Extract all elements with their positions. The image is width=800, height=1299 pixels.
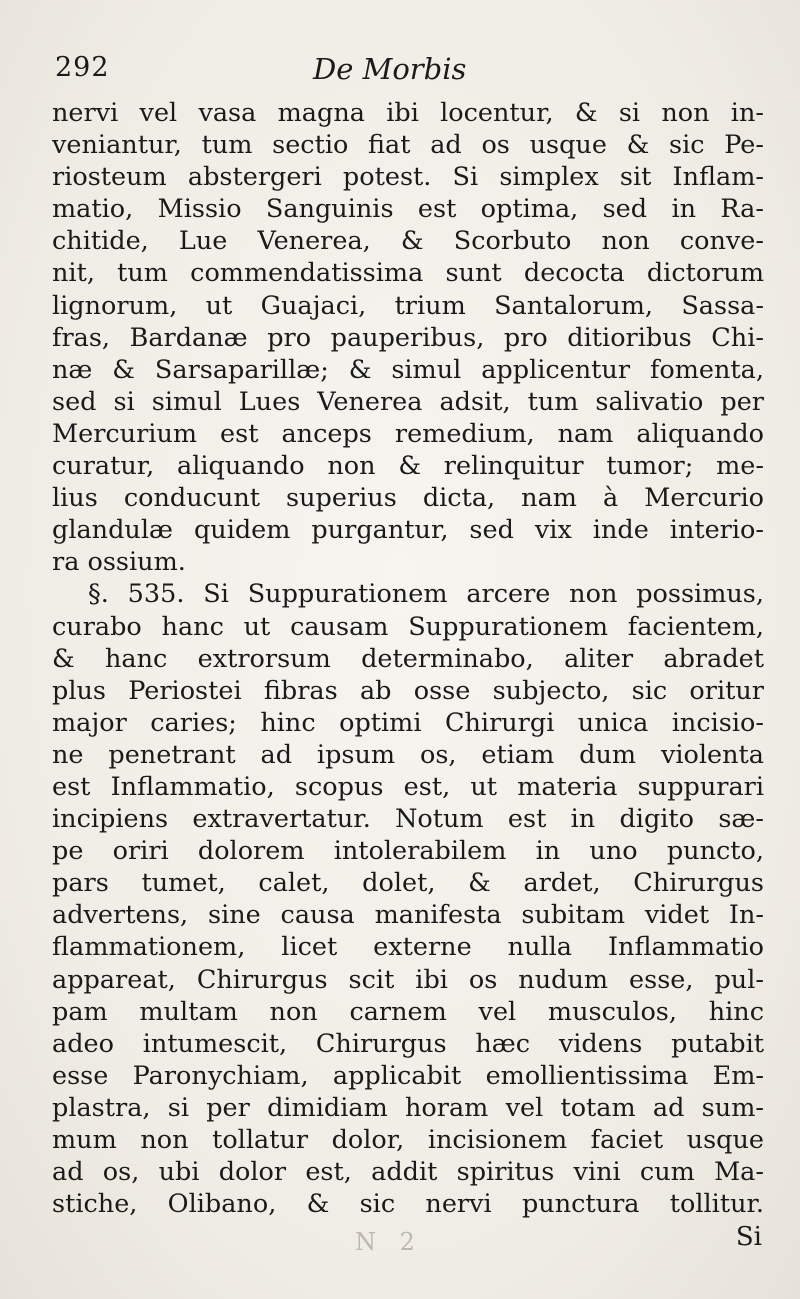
text-line: curatur, aliquando non & relinquitur tumor; me- <box>52 451 764 482</box>
text-line: pars tumet, calet, dolet, & ardet, Chirurgus <box>52 868 764 899</box>
body-text <box>52 97 764 1220</box>
text-line: pe oriri dolorem intolerabilem in uno puncto, <box>52 836 764 867</box>
page-number: 292 <box>55 52 110 83</box>
section-heading-line: §. 535. Si Suppurationem arcere non possimus, <box>88 579 764 610</box>
text-line-paragraph-end: ra ossium. <box>52 547 186 578</box>
text-line: & hanc extrorsum determinabo, aliter abradet <box>52 643 764 674</box>
text-line: mum non tollatur dolor, incisionem faciet usque <box>52 1125 764 1155</box>
catchword: Si <box>735 1222 762 1252</box>
text-line: stiche, Olibano, & sic nervi punctura tollitur. <box>52 1189 764 1220</box>
text-line: adeo intumescit, Chirurgus hæc videns putabit <box>52 1028 764 1059</box>
text-line: matio, Missio Sanguinis est optima, sed in Ra- <box>52 194 764 225</box>
text-line: incipiens extravertatur. Notum est in digito sæ- <box>52 804 764 835</box>
text-line: pam multam non carnem vel musculos, hinc <box>52 996 764 1027</box>
text-line: ad os, ubi dolor est, addit spiritus vini cum Ma- <box>52 1157 764 1188</box>
text-line: flammationem, licet externe nulla Inflammatio <box>52 932 764 963</box>
signature-mark: N 2 <box>355 1228 423 1256</box>
page-header <box>55 52 755 92</box>
text-line: sed si simul Lues Venerea adsit, tum salivatio per <box>52 386 764 417</box>
text-line: næ & Sarsaparillæ; & simul applicentur fomenta, <box>52 354 764 385</box>
text-line: veniantur, tum sectio fiat ad os usque & sic Pe- <box>52 130 764 161</box>
text-line: major caries; hinc optimi Chirurgi unica incisio- <box>52 707 764 738</box>
text-line: esse Paronychiam, applicabit emollientissima Em- <box>52 1060 764 1091</box>
text-line: chitide, Lue Venerea, & Scorbuto non conve- <box>52 226 764 257</box>
text-line: lius conducunt superius dicta, nam à Mercurio <box>52 483 764 514</box>
text-line: fras, Bardanæ pro pauperibus, pro ditioribus Chi- <box>52 322 764 353</box>
text-line: est Inflammatio, scopus est, ut materia suppurari <box>52 771 764 802</box>
text-line: ne penetrant ad ipsum os, etiam dum violenta <box>52 739 764 770</box>
text-line: curabo hanc ut causam Suppurationem facientem, <box>52 611 764 642</box>
text-line: appareat, Chirurgus scit ibi os nudum esse, pul- <box>52 964 764 995</box>
text-line: glandulæ quidem purgantur, sed vix inde interio- <box>52 515 764 546</box>
text-line: nit, tum commendatissima sunt decocta dictorum <box>52 258 764 289</box>
text-line: advertens, sine causa manifesta subitam videt In- <box>52 900 764 931</box>
text-line: riosteum abstergeri potest. Si simplex sit Inflam- <box>52 162 764 193</box>
running-title: De Morbis <box>313 52 467 86</box>
text-line: nervi vel vasa magna ibi locentur, & si non in- <box>52 98 764 128</box>
text-line: plastra, si per dimidiam horam vel totam ad sum- <box>52 1092 764 1123</box>
text-line: lignorum, ut Guajaci, trium Santalorum, Sassa- <box>52 290 764 321</box>
text-line: Mercurium est anceps remedium, nam aliquando <box>52 418 764 449</box>
text-line: plus Periostei fibras ab osse subjecto, sic oritur <box>52 675 764 706</box>
